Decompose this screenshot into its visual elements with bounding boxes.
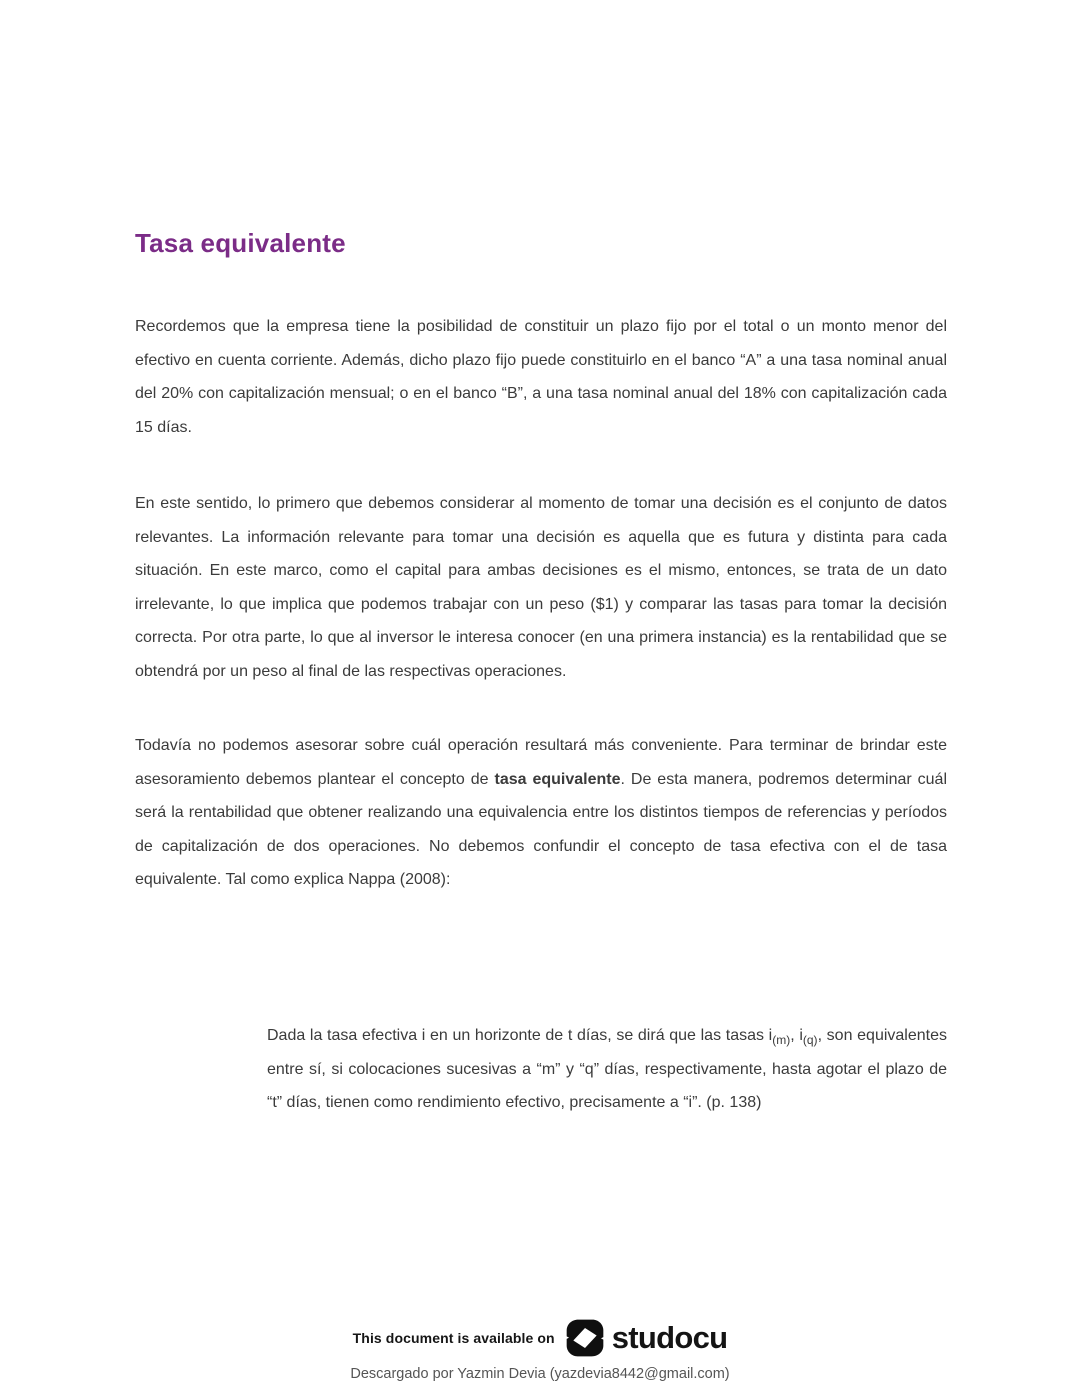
paragraph-2: En este sentido, lo primero que debemos considerar al momento de tomar una decisión es el conjunto de datos relevantes. La información relevante para tomar una decisión es aquella que es futura y distinta para cada situación. En este marco, como el capital para ambas decisiones es el mismo, entonces, se trata de un dato irrelevante, lo que implica que podemos trabajar con un peso ($1) y comparar las tasas para tomar la decisión correcta. Por otra parte, lo que al inversor le interesa conocer (en una primera instancia) es la rentabilidad que se obtendrá por un peso al final de las respectivas operaciones. — [135, 495, 947, 680]
paragraph-3-text-post: . De esta manera, podremos determinar cuál será la rentabilidad que obtener realizando una equivalencia entre los distintos tiempos de referencias y períodos de capitalización de dos operaciones. No debemos confundir el concepto de tasa efectiva con el de tasa equivalente. Tal como explica Nappa (2008): — [135, 770, 948, 888]
block-quote — [267, 1019, 947, 1120]
quote-text-1: Dada la tasa efectiva i en un horizonte de t días, se dirá que las tasas i — [267, 1027, 773, 1044]
page-title: Tasa equivalente — [135, 228, 346, 258]
subscript-q: (q) — [802, 1033, 818, 1047]
available-on-label: This document is available on — [352, 1330, 555, 1346]
download-attribution: Descargado por Yazmin Devia (yazdevia8442@gmail.com) — [350, 1366, 730, 1382]
paragraph-1: Recordemos que la empresa tiene la posibilidad de constituir un plazo fijo por el total o un monto menor del efectivo en cuenta corriente. Además, dicho plazo fijo puede constituirlo en el banco “A” a una tasa nominal anual del 20% con capitalización mensual; o en el banco “B”, a una tasa nominal anual del 18% con capitalización cada 15 días. — [135, 318, 947, 436]
studocu-link[interactable] — [565, 1318, 728, 1358]
paragraph-3 — [135, 729, 947, 897]
footer — [0, 1318, 1080, 1358]
studocu-logo-icon[interactable] — [565, 1318, 605, 1358]
bold-term-tasa-equivalente: tasa equivalente — [494, 770, 621, 788]
quote-text-2: , i — [790, 1027, 803, 1044]
paragraph-3-text-pre: Todavía no podemos asesorar sobre cuál operación resultará más conveniente. Para terminar de brindar este asesoramiento debemos plantear el concepto de — [135, 737, 947, 788]
studocu-wordmark[interactable]: studocu — [611, 1320, 728, 1355]
quote-text-3: , son equivalentes entre sí, si colocaciones sucesivas a “m” y “q” días, respectivamente, hasta agotar el plazo de “t” días, tienen como rendimiento efectivo, precisamente a “i”. (p. 138) — [267, 1027, 947, 1111]
subscript-m: (m) — [772, 1033, 791, 1047]
